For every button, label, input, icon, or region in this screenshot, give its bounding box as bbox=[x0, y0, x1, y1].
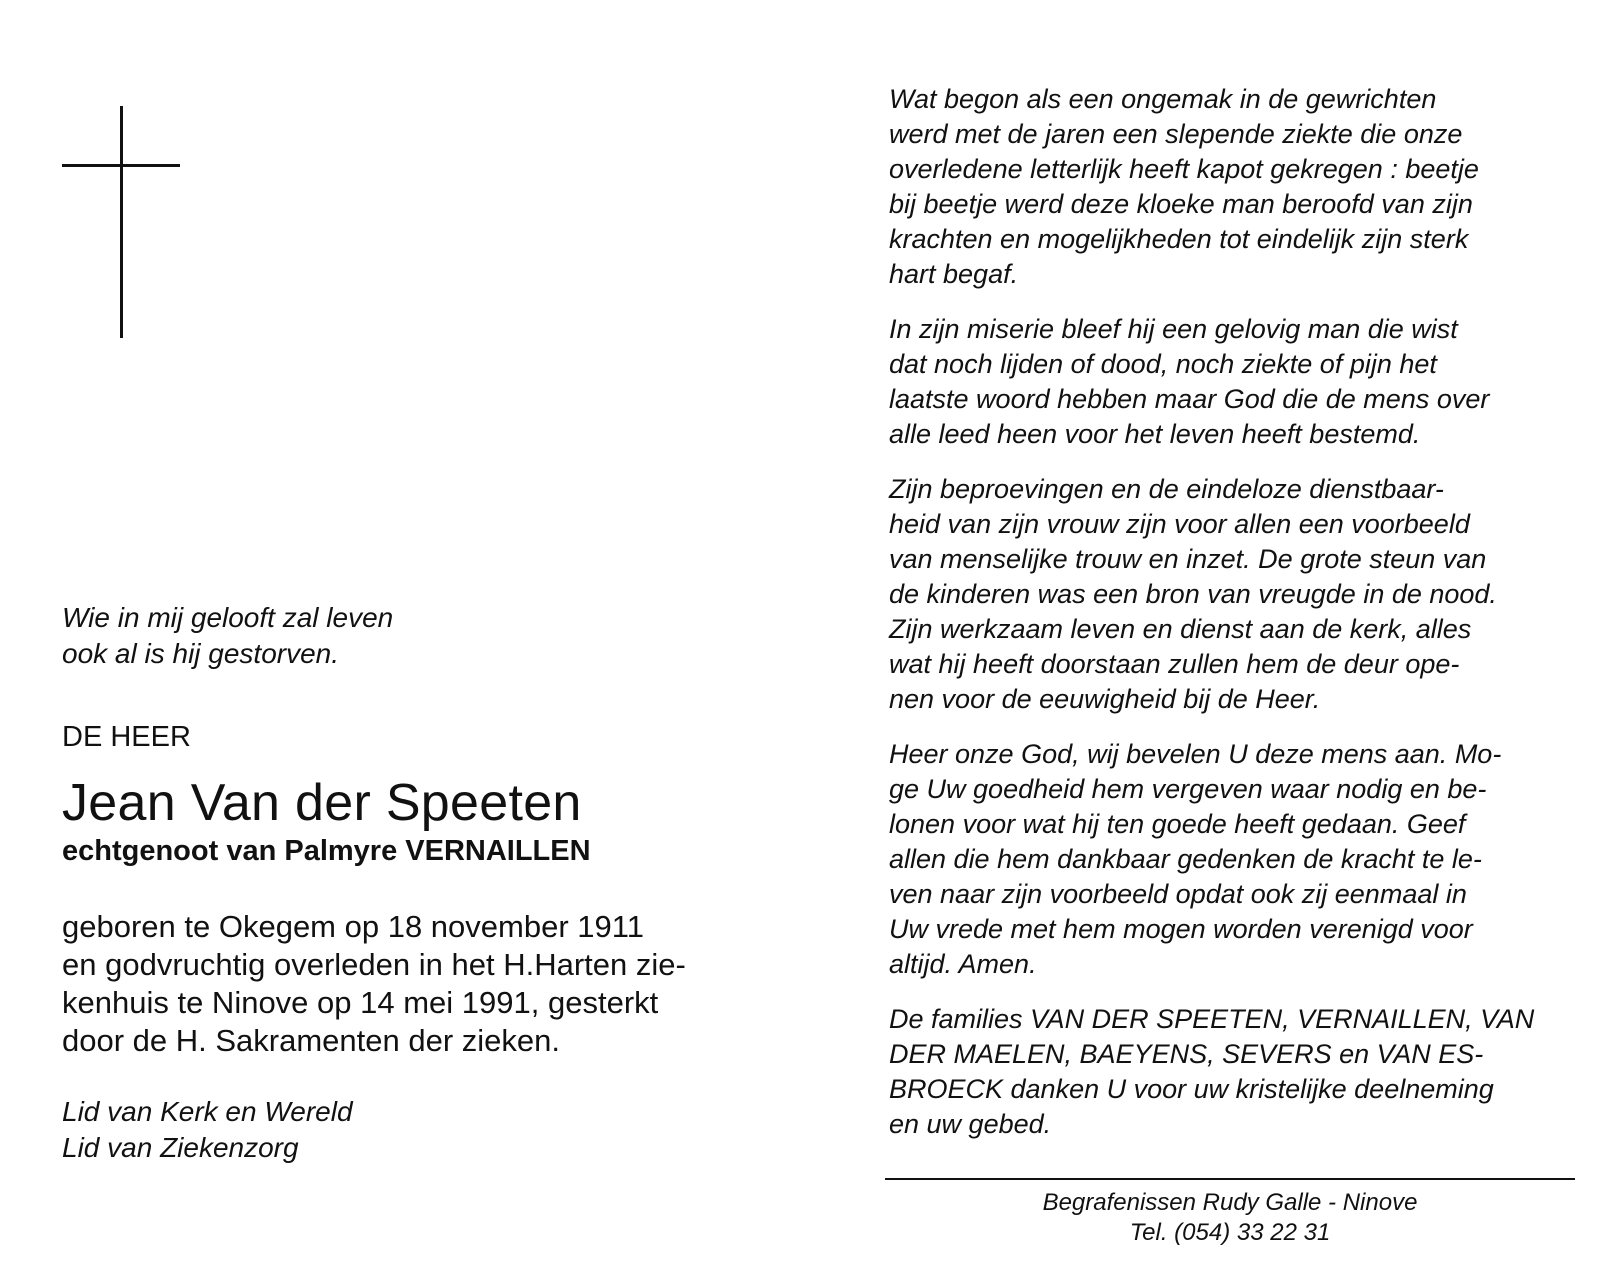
text-line: van menselijke trouw en inzet. De grote steun van bbox=[889, 544, 1487, 574]
bio-line: geboren te Okegem op 18 november 1911 bbox=[62, 909, 644, 944]
text-line: Zijn beproevingen en de eindeloze dienstbaar- bbox=[889, 474, 1444, 504]
text-line: Heer onze God, wij bevelen U deze mens aan. Mo- bbox=[889, 739, 1502, 769]
cross-icon-horizontal bbox=[62, 164, 180, 167]
text-line: ge Uw goedheid hem vergeven waar nodig en be- bbox=[889, 774, 1487, 804]
paragraph-faith bbox=[889, 312, 1579, 452]
deceased-name: Jean Van der Speeten bbox=[62, 774, 582, 832]
left-column bbox=[62, 600, 762, 1166]
footer bbox=[885, 1188, 1575, 1248]
undertaker-name: Begrafenissen Rudy Galle - Ninove bbox=[1042, 1189, 1418, 1216]
text-line: lonen voor wat hij ten goede heeft gedaan. Geef bbox=[889, 809, 1466, 839]
text-line: overledene letterlijk heeft kapot gekregen : beetje bbox=[889, 154, 1479, 184]
bio-line: door de H. Sakramenten der zieken. bbox=[62, 1023, 560, 1058]
text-line: nen voor de eeuwigheid bij de Heer. bbox=[889, 684, 1321, 714]
spouse-line: echtgenoot van Palmyre VERNAILLEN bbox=[62, 835, 591, 867]
bio-line: en godvruchtig overleden in het H.Harten zie- bbox=[62, 947, 686, 982]
text-line: altijd. Amen. bbox=[889, 949, 1037, 979]
honorific-title: DE HEER bbox=[62, 721, 191, 753]
text-line: In zijn miserie bleef hij een gelovig man die wist bbox=[889, 314, 1458, 344]
right-column bbox=[889, 82, 1579, 1162]
quote-line: ook al is hij gestorven. bbox=[62, 638, 340, 669]
text-line: allen die hem dankbaar gedenken de kracht te le- bbox=[889, 844, 1482, 874]
quote-line: Wie in mij gelooft zal leven bbox=[62, 602, 394, 633]
bio-line: kenhuis te Ninove op 14 mei 1991, gesterkt bbox=[62, 985, 659, 1020]
text-line: wat hij heeft doorstaan zullen hem de deur ope- bbox=[889, 649, 1460, 679]
text-line: bij beetje werd deze kloeke man beroofd van zijn bbox=[889, 189, 1473, 219]
text-line: De families VAN DER SPEETEN, VERNAILLEN, VAN bbox=[889, 1004, 1535, 1034]
membership-line: Lid van Kerk en Wereld bbox=[62, 1096, 353, 1127]
text-line: laatste woord hebben maar God die de mens over bbox=[889, 384, 1490, 414]
text-line: dat noch lijden of dood, noch ziekte of pijn het bbox=[889, 349, 1437, 379]
paragraph-prayer bbox=[889, 737, 1579, 982]
undertaker-phone: Tel. (054) 33 22 31 bbox=[1129, 1219, 1331, 1246]
scripture-quote bbox=[62, 600, 762, 672]
text-line: de kinderen was een bron van vreugde in de nood. bbox=[889, 579, 1497, 609]
memberships bbox=[62, 1094, 762, 1166]
text-line: Wat begon als een ongemak in de gewrichten bbox=[889, 84, 1437, 114]
biography bbox=[62, 908, 732, 1060]
families-thanks bbox=[889, 1002, 1579, 1142]
text-line: DER MAELEN, BAEYENS, SEVERS en VAN ES- bbox=[889, 1039, 1484, 1069]
text-line: heid van zijn vrouw zijn voor allen een voorbeeld bbox=[889, 509, 1470, 539]
text-line: werd met de jaren een slepende ziekte die onze bbox=[889, 119, 1463, 149]
paragraph-family bbox=[889, 472, 1579, 717]
text-line: ven naar zijn voorbeeld opdat ook zij eenmaal in bbox=[889, 879, 1467, 909]
paragraph-illness bbox=[889, 82, 1579, 292]
text-line: en uw gebed. bbox=[889, 1109, 1052, 1139]
footer-divider bbox=[885, 1178, 1575, 1180]
text-line: alle leed heen voor het leven heeft bestemd. bbox=[889, 419, 1421, 449]
text-line: krachten en mogelijkheden tot eindelijk zijn sterk bbox=[889, 224, 1469, 254]
text-line: Uw vrede met hem mogen worden verenigd voor bbox=[889, 914, 1473, 944]
text-line: hart begaf. bbox=[889, 259, 1019, 289]
text-line: BROECK danken U voor uw kristelijke deelneming bbox=[889, 1074, 1494, 1104]
cross-icon-vertical bbox=[120, 106, 123, 338]
text-line: Zijn werkzaam leven en dienst aan de kerk, alles bbox=[889, 614, 1472, 644]
membership-line: Lid van Ziekenzorg bbox=[62, 1132, 299, 1163]
